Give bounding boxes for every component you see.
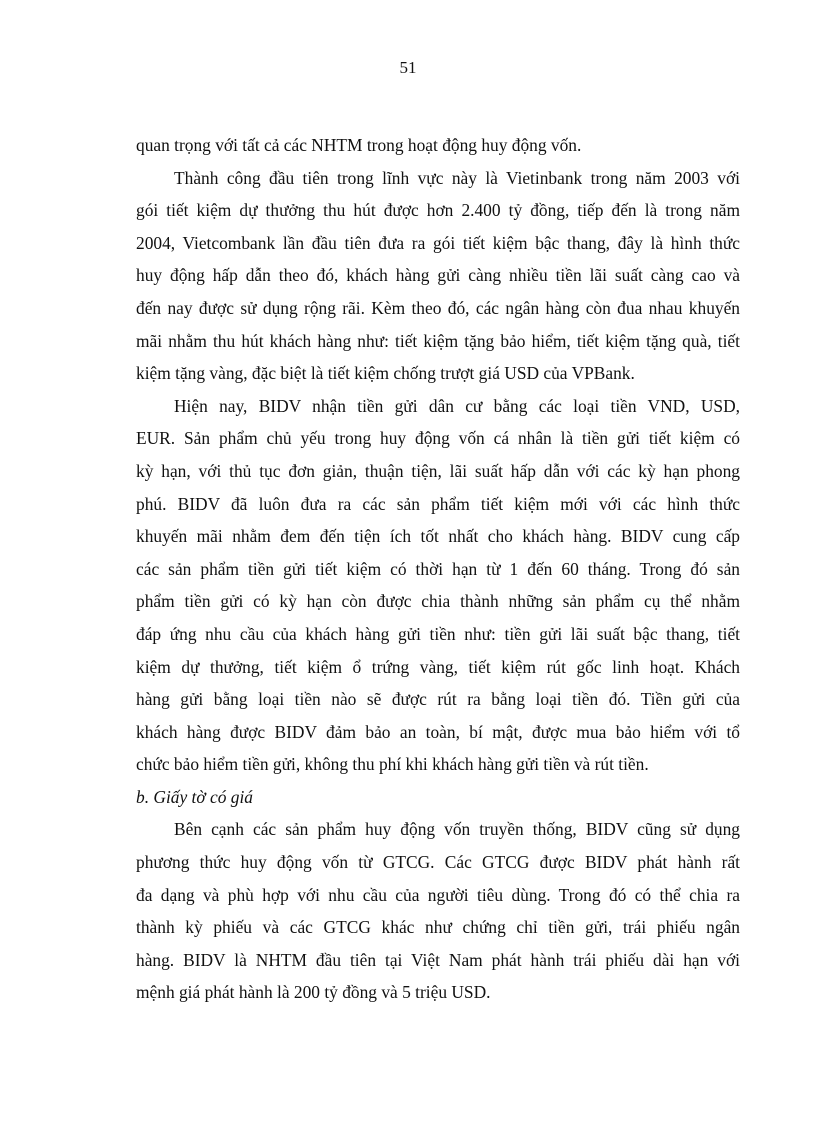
paragraph-line: Bên cạnh các sản phẩm huy động vốn truyền thống, BIDV cũng sử dụng bbox=[174, 819, 740, 840]
paragraph-line: kiệm dự thưởng, tiết kiệm ổ trứng vàng, tiết kiệm rút gốc linh hoạt. Khách bbox=[136, 656, 740, 677]
paragraph-line: phương thức huy động vốn từ GTCG. Các GTCG được BIDV phát hành rất bbox=[136, 852, 740, 873]
paragraph-line: 2004, Vietcombank lần đầu tiên đưa ra gói tiết kiệm bậc thang, đây là hình thức bbox=[136, 232, 740, 253]
paragraph-line: hàng. BIDV là NHTM đầu tiên tại Việt Nam phát hành trái phiếu dài hạn với bbox=[136, 949, 740, 970]
paragraph-line: đến nay được sử dụng rộng rãi. Kèm theo đó, các ngân hàng còn đua nhau khuyến bbox=[136, 297, 740, 318]
paragraph-line: quan trọng với tất cả các NHTM trong hoạt động huy động vốn. bbox=[136, 135, 582, 155]
paragraph-line: thành kỳ phiếu và các GTCG khác như chứng chỉ tiền gửi, trái phiếu ngân bbox=[136, 917, 740, 938]
paragraph-line: chức bảo hiểm tiền gửi, không thu phí khi khách hàng gửi tiền và rút tiền. bbox=[136, 754, 649, 775]
paragraph-line: gói tiết kiệm dự thưởng thu hút được hơn 2.400 tỷ đồng, tiếp đến là trong năm bbox=[136, 200, 740, 221]
paragraph-line: phú. BIDV đã luôn đưa ra các sản phẩm tiết kiệm mới với các hình thức bbox=[136, 493, 740, 514]
document-body bbox=[136, 129, 740, 1009]
paragraph-line: đáp ứng nhu cầu của khách hàng gửi tiền như: tiền gửi lãi suất bậc thang, tiết bbox=[136, 623, 740, 644]
paragraph-line: EUR. Sản phẩm chủ yếu trong huy động vốn cá nhân là tiền gửi tiết kiệm có bbox=[136, 428, 740, 449]
paragraph-line: Hiện nay, BIDV nhận tiền gửi dân cư bằng các loại tiền VND, USD, bbox=[174, 395, 740, 416]
paragraph-line: đa dạng và phù hợp với nhu cầu của người tiêu dùng. Trong đó có thể chia ra bbox=[136, 884, 740, 905]
paragraph-line: huy động hấp dẫn theo đó, khách hàng gửi càng nhiều tiền lãi suất càng cao và bbox=[136, 265, 740, 286]
paragraph-line: khách hàng được BIDV đảm bảo an toàn, bí mật, được mua bảo hiểm với tổ bbox=[136, 721, 740, 742]
paragraph-line: kỳ hạn, với thủ tục đơn giản, thuận tiện, lãi suất hấp dẫn với các kỳ hạn phong bbox=[136, 460, 740, 481]
paragraph-line: hàng gửi bằng loại tiền nào sẽ được rút ra bằng loại tiền đó. Tiền gửi của bbox=[136, 689, 740, 710]
paragraph-line: phẩm tiền gửi có kỳ hạn còn được chia thành những sản phẩm cụ thể nhằm bbox=[136, 591, 740, 612]
paragraph-line: mệnh giá phát hành là 200 tỷ đồng và 5 triệu USD. bbox=[136, 982, 491, 1003]
paragraph-line: mãi nhằm thu hút khách hàng như: tiết kiệm tặng bảo hiểm, tiết kiệm tặng quà, tiết bbox=[136, 330, 740, 351]
paragraph-line: Thành công đầu tiên trong lĩnh vực này là Vietinbank trong năm 2003 với bbox=[174, 167, 740, 188]
paragraph-line: khuyến mãi nhằm đem đến tiện ích tốt nhất cho khách hàng. BIDV cung cấp bbox=[136, 526, 740, 547]
page-number: 51 bbox=[399, 58, 417, 77]
paragraph-line: kiệm tặng vàng, đặc biệt là tiết kiệm chống trượt giá USD của VPBank. bbox=[136, 363, 635, 384]
paragraph-line: các sản phẩm tiền gửi tiết kiệm có thời hạn từ 1 đến 60 tháng. Trong đó sản bbox=[136, 558, 740, 579]
section-heading: b. Giấy tờ có giá bbox=[136, 786, 253, 807]
